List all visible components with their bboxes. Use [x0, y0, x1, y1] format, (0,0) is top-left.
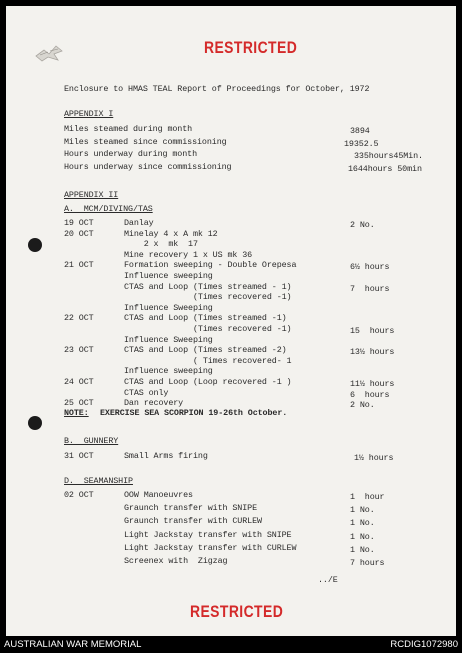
line-text: 2 x mk 17 — [124, 239, 198, 250]
footer-reference: RCDIG1072980 — [390, 639, 458, 650]
stat-value: 335hours45Min. — [354, 151, 423, 161]
line-date: 24 OCT — [64, 377, 94, 387]
line-value: 1 No. — [350, 544, 375, 555]
line-text: (Times recovered -1) — [124, 292, 292, 303]
restricted-stamp-top: RESTRICTED — [204, 38, 298, 57]
line-value: 1 No. — [350, 505, 375, 516]
line-value: 1 hour — [350, 492, 385, 502]
line-text: Influence sweeping — [124, 366, 213, 377]
line-text: ( Times recovered- 1 — [124, 355, 292, 366]
line-value: 7 hours — [350, 283, 390, 294]
punch-hole — [28, 238, 42, 252]
gunnery-value: 1½ hours — [354, 453, 394, 463]
line-value: 11½ hours — [350, 379, 395, 389]
line-value: 6½ hours — [350, 262, 390, 273]
line-text: Influence sweeping — [124, 271, 213, 281]
archive-footer — [0, 636, 462, 653]
line-value: 2 No. — [350, 220, 375, 230]
document-page — [6, 6, 456, 636]
line-text: Mine recovery 1 x US mk 36 — [124, 249, 253, 260]
note-text: EXERCISE SEA SCORPION 19-26th October. — [100, 408, 288, 418]
section-b-heading: B. GUNNERY — [64, 436, 119, 446]
gunnery-date: 31 OCT — [64, 451, 94, 461]
document-title: Enclosure to HMAS TEAL Report of Proceedings for October, 1972 — [64, 84, 370, 94]
stat-label: Hours underway during month — [64, 149, 197, 159]
line-text: CTAS and Loop (Times streamed - 1) — [124, 281, 292, 292]
note-label: NOTE: — [64, 408, 89, 418]
line-value: 2 No. — [350, 400, 375, 411]
line-text: Influence Sweeping — [124, 334, 213, 345]
stat-value: 3894 — [350, 126, 370, 136]
line-text: Influence Sweeping — [124, 302, 213, 313]
line-date: 23 OCT — [64, 345, 94, 356]
line-text: CTAS and Loop (Times streamed -1) — [124, 313, 287, 324]
line-text: Graunch transfer with SNIPE — [124, 503, 257, 514]
line-value: 1 No. — [350, 531, 375, 542]
section-a-heading: A. MCM/DIVING/TAS — [64, 204, 153, 214]
appendix-ii-heading: APPENDIX II — [64, 190, 119, 200]
footer-source: AUSTRALIAN WAR MEMORIAL — [4, 639, 142, 650]
crest-emblem — [34, 42, 64, 64]
stat-value: 19352.5 — [344, 139, 379, 149]
line-value: 13½ hours — [350, 347, 395, 358]
stat-value: 1644hours 50min — [348, 164, 422, 174]
restricted-stamp-bottom: RESTRICTED — [190, 602, 284, 621]
line-text: OOW Manoeuvres — [124, 490, 193, 500]
line-text: Light Jackstay transfer with CURLEW — [124, 542, 297, 553]
stat-label: Miles steamed since commissioning — [64, 137, 227, 147]
line-date: 21 OCT — [64, 260, 94, 271]
line-value: 6 hours — [350, 389, 390, 400]
line-text: CTAS and Loop (Times streamed -2) — [124, 345, 287, 356]
line-text: Minelay 4 x A mk 12 — [124, 228, 218, 239]
line-text: Graunch transfer with CURLEW — [124, 516, 262, 527]
gunnery-text: Small Arms firing — [124, 451, 208, 461]
line-text: Light Jackstay transfer with SNIPE — [124, 529, 292, 540]
stat-label: Miles steamed during month — [64, 124, 193, 134]
line-value: 15 hours — [350, 326, 395, 336]
continued-marker: ../E — [318, 575, 338, 585]
stat-label: Hours underway since commissioning — [64, 162, 232, 172]
line-text: Screenex with Zigzag — [124, 556, 228, 566]
line-date: 19 OCT — [64, 218, 94, 228]
line-date: 22 OCT — [64, 313, 94, 324]
punch-hole — [28, 416, 42, 430]
line-date: 25 OCT — [64, 398, 94, 409]
line-date: 20 OCT — [64, 228, 94, 239]
line-text: Formation sweeping - Double Orepesa — [124, 260, 297, 271]
line-text: (Times recovered -1) — [124, 324, 292, 334]
line-text: Dan recovery — [124, 398, 184, 409]
section-d-heading: D. SEAMANSHIP — [64, 476, 133, 486]
line-value: 7 hours — [350, 558, 385, 568]
line-text: CTAS and Loop (Loop recovered -1 ) — [124, 377, 292, 387]
line-text: CTAS only — [124, 387, 169, 398]
line-value: 1 No. — [350, 518, 375, 529]
appendix-i-heading: APPENDIX I — [64, 109, 114, 119]
line-text: Danlay — [124, 218, 154, 228]
line-date: 02 OCT — [64, 490, 94, 500]
